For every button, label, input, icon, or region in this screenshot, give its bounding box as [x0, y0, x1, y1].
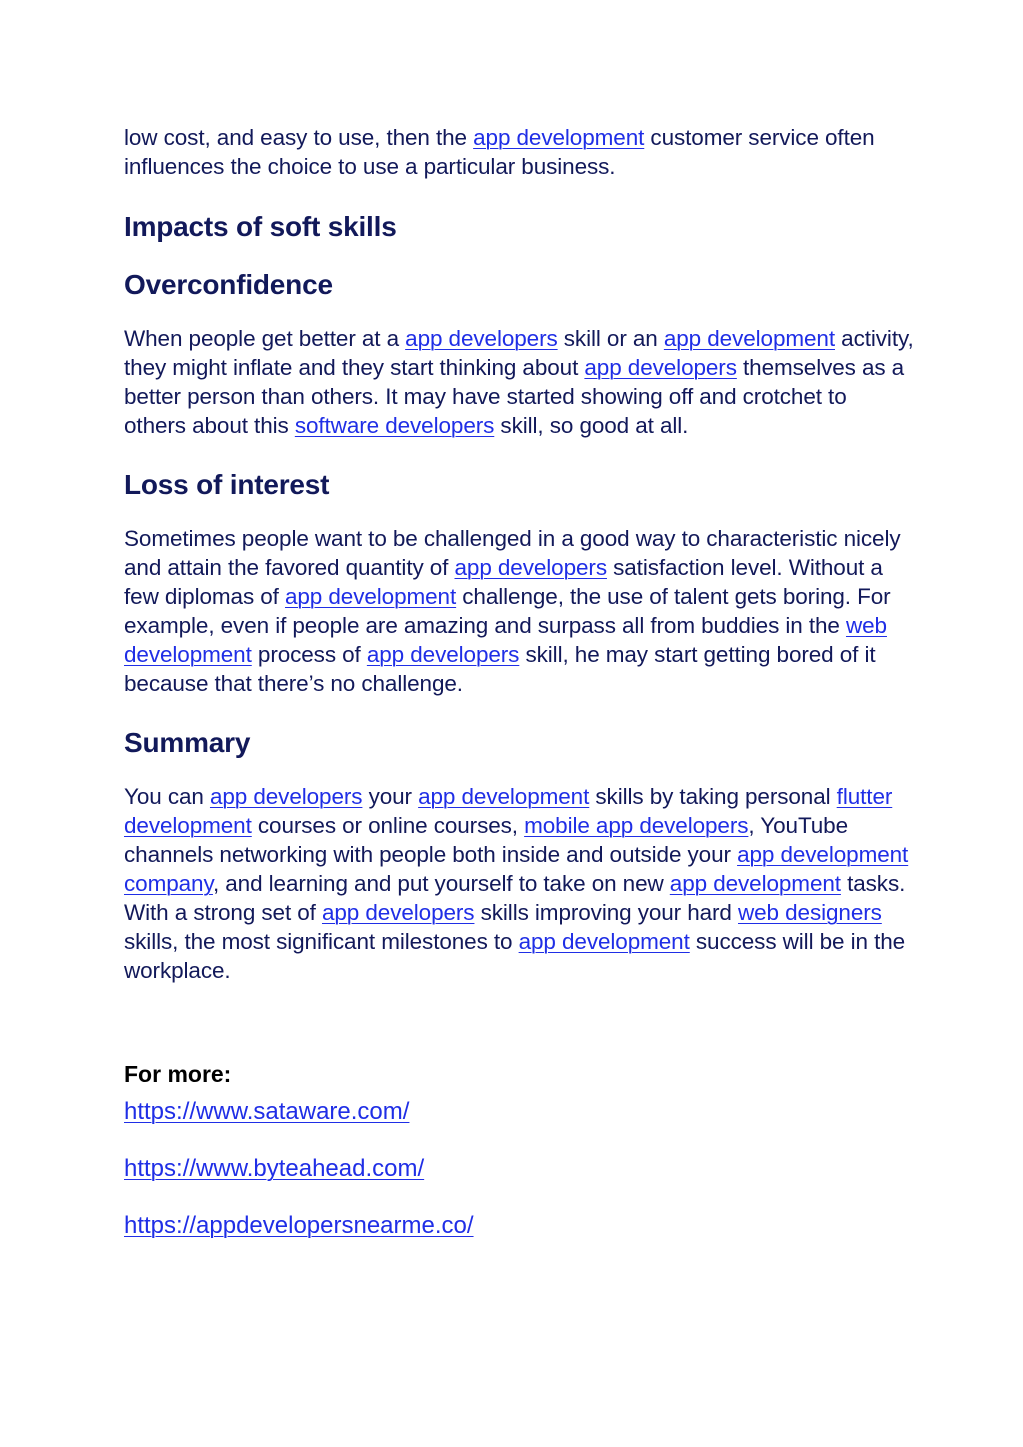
link-app-development[interactable]: app development: [518, 929, 690, 954]
link-app-development[interactable]: app development: [663, 326, 835, 351]
link-web-development[interactable]: web development: [124, 613, 887, 667]
link-software-developers[interactable]: software developers: [294, 413, 495, 438]
link-sataware[interactable]: https://www.sataware.com/: [124, 1098, 410, 1125]
overconfidence-paragraph: [124, 324, 914, 440]
link-app-development[interactable]: app development: [669, 871, 841, 896]
heading-overconfidence: Overconfidence: [124, 269, 333, 300]
text-run: Sometimes people want to be challenged in a good way to characteristic nicely and attain the favored quantity of: [124, 526, 901, 580]
text-run: success will be in the workplace.: [124, 929, 906, 983]
for-more-heading: For more:: [124, 1061, 232, 1087]
text-run: themselves as a better person than others. It may have started showing off and crotchet to others about this: [124, 355, 905, 438]
link-app-developers[interactable]: app developers: [405, 326, 558, 351]
heading-impacts-of-soft-skills: Impacts of soft skills: [124, 211, 397, 242]
for-more-links: [124, 1098, 914, 1240]
text-run: You can: [124, 784, 210, 809]
text-run: courses or online courses,: [251, 813, 525, 838]
heading-summary: Summary: [124, 727, 251, 758]
link-flutter-development[interactable]: flutter development: [124, 784, 893, 838]
text-run: When people get better at a: [124, 326, 406, 351]
link-mobile-app-developers[interactable]: mobile app developers: [524, 813, 749, 838]
text-run: skill, he may start getting bored of it because that there’s no challenge.: [124, 642, 876, 696]
text-run: low cost, and easy to use, then the: [124, 125, 474, 150]
link-appdevelopersnearme[interactable]: https://appdevelopersnearme.co/: [124, 1212, 474, 1239]
text-run: skill or an: [557, 326, 664, 351]
heading-loss-of-interest: Loss of interest: [124, 469, 330, 500]
text-run: , YouTube channels networking with people both inside and outside your: [124, 813, 849, 867]
loss-of-interest-paragraph: [124, 524, 914, 698]
link-app-development[interactable]: app development: [284, 584, 457, 609]
text-run: activity, they might inflate and they start thinking about: [124, 326, 914, 380]
link-app-development[interactable]: app development: [418, 784, 590, 809]
text-run: customer service often influences the choice to use a particular business.: [124, 125, 875, 179]
text-run: skill, so good at all.: [494, 413, 689, 438]
link-app-developers[interactable]: app developers: [584, 355, 737, 380]
link-byteahead[interactable]: https://www.byteahead.com/: [124, 1155, 425, 1182]
text-run: tasks. With a strong set of: [124, 871, 906, 925]
link-app-developers[interactable]: app developers: [321, 900, 475, 925]
text-run: satisfaction level. Without a few diplomas of: [124, 555, 883, 609]
summary-paragraph: [124, 782, 914, 985]
link-app-developers[interactable]: app developers: [454, 555, 607, 580]
document-page: [124, 123, 914, 1240]
text-run: skills improving your hard: [474, 900, 738, 925]
text-run: your: [362, 784, 419, 809]
text-run: skills, the most significant milestones to: [124, 929, 519, 954]
link-app-developers[interactable]: app developers: [366, 642, 520, 667]
text-run: challenge, the use of talent gets boring. For example, even if people are amazing and surpass all from buddies in the: [124, 584, 891, 638]
link-app-developers[interactable]: app developers: [209, 784, 363, 809]
link-app-development-company[interactable]: app development company: [124, 842, 909, 896]
link-app-development[interactable]: app development: [473, 125, 645, 150]
text-run: process of: [251, 642, 367, 667]
text-run: skills by taking personal: [589, 784, 837, 809]
intro-paragraph: [124, 123, 914, 181]
text-run: , and learning and put yourself to take on new: [212, 871, 670, 896]
link-web-designers[interactable]: web designers: [738, 900, 882, 925]
